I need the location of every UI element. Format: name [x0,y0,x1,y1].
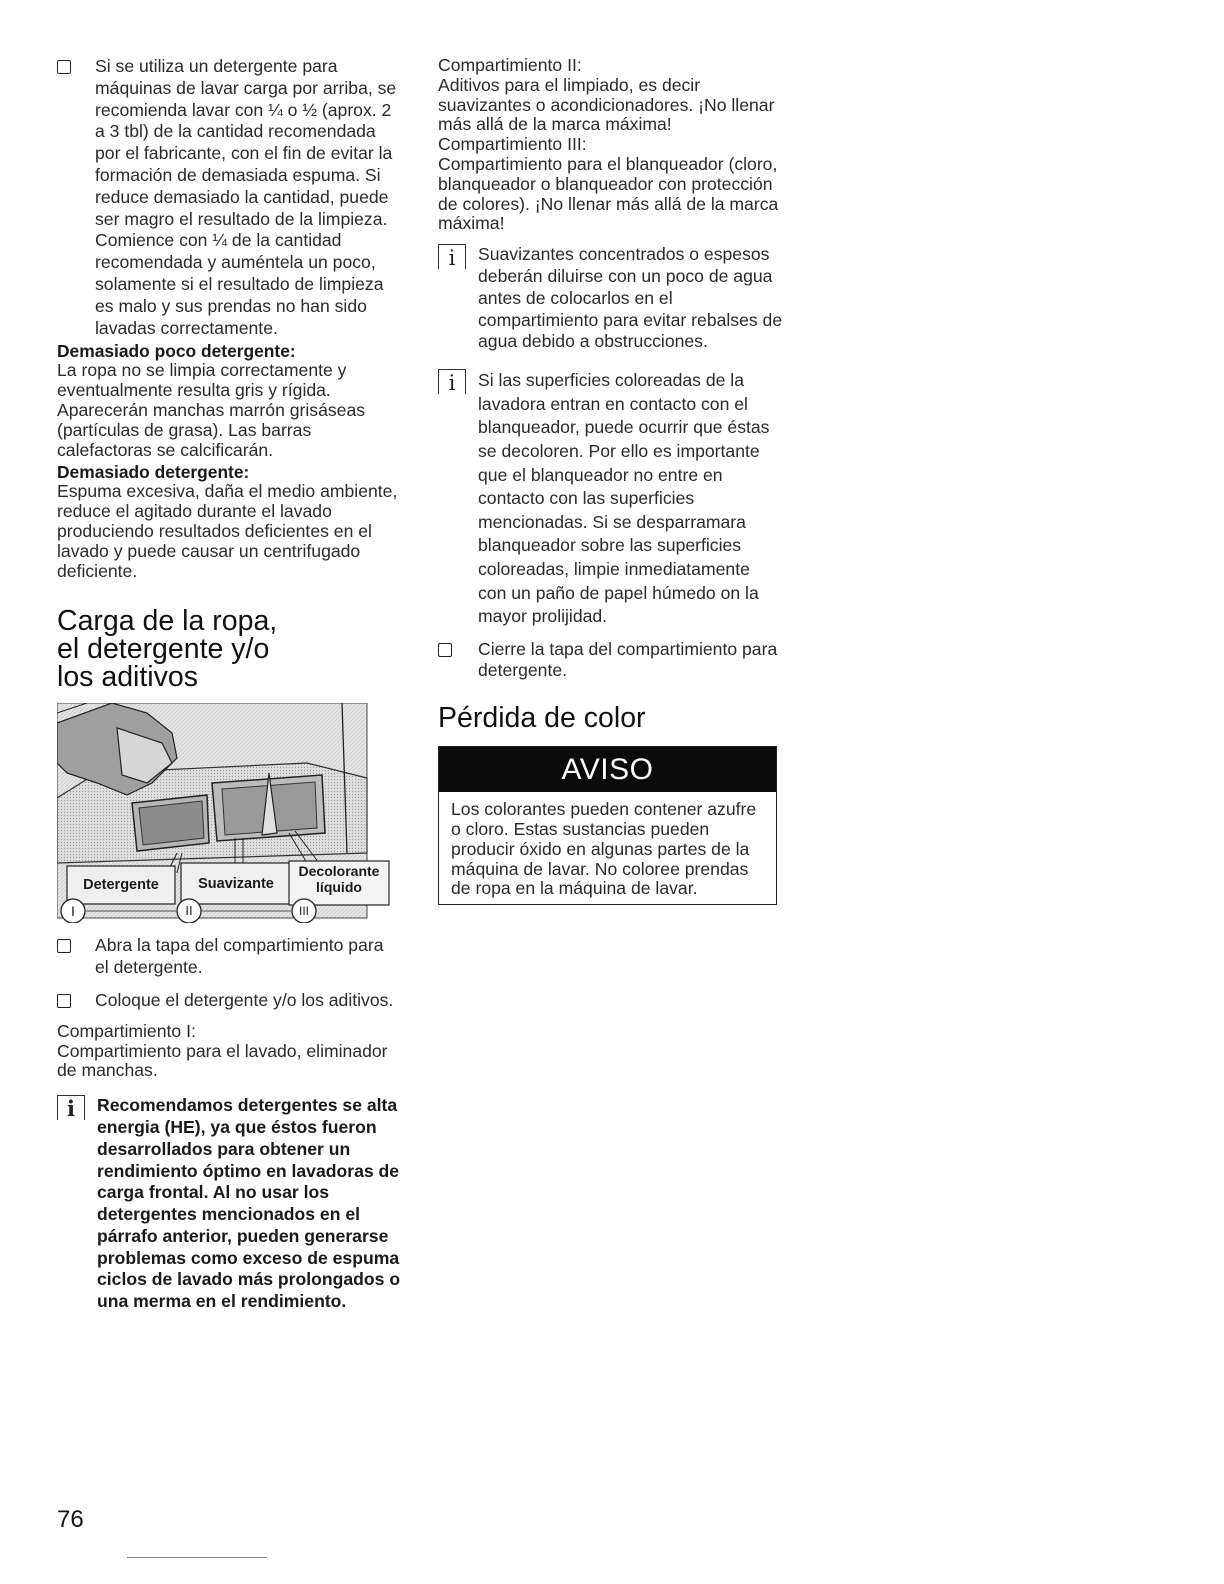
label-decolorante [289,863,389,895]
right-column [438,56,783,905]
checkbox-bullet-icon [57,60,71,74]
info-note [438,369,783,629]
compartment-number-2: II [185,903,193,919]
compartment-2-title: Compartimiento II: [438,55,582,75]
bullet-text: Coloque el detergente y/o los aditivos. [95,989,394,1010]
left-column [57,56,402,1313]
list-item [57,56,402,339]
list-item [438,639,783,683]
info-icon: i [57,1095,85,1120]
label-suavizante: Suavizante [198,875,274,892]
warning-text: Los colorantes pueden contener azufre o cloro. Estas sustancias pueden producir óxido en algunas partes de la máquina de lavar. No coloree prendas de ropa en la máquina de lavar. [451,799,757,899]
heading-line: los aditivos [57,661,198,694]
label-decolorante-line2: líquido [316,879,362,896]
warning-title: AVISO [439,747,776,792]
bullet-text: Cierre la tapa del compartimiento para detergente. [478,638,778,681]
compartment-1-title: Compartimiento I: [57,1020,196,1041]
paragraph: Espuma excesiva, daña el medio ambiente, reduce el agitado durante el lavado produciendo resultados deficientes en el lavado y puede causar un centrifugado deficiente. [57,481,398,581]
info-icon: i [438,369,466,394]
bullet-text: Abra la tapa del compartimiento para el detergente. [95,935,384,978]
compartment-3-text: Compartimiento para el blanqueador (cloro, blanqueador o blanqueador con protección de colores). ¡No llenar más allá de la marca máxima! [438,153,779,234]
detergent-drawer-figure [57,703,392,923]
bullet-text: Si se utiliza un detergente para máquinas de lavar carga por arriba, se recomienda lavar con ¼ o ½ (aprox. 2 a 3 tbl) de la cantidad recomendada por el fabricante, con el fin de evitar la formación de demasiada espuma. Si reduce demasiado la cantidad, puede ser magro el resultado de la limpieza. Comience con ¼ de la cantidad recomendada y auméntela un poco, solamente si el resultado de limpieza es malo y sus prendas no han sido lavadas correctamente. [95,56,397,338]
warning-box [438,746,777,905]
checkbox-bullet-icon [438,643,452,657]
compartment-1-text: Compartimiento para el lavado, eliminador de manchas. [57,1040,388,1081]
compartment-3-title: Compartimiento III: [438,134,587,155]
compartment-number-3: III [298,904,309,919]
paragraph: La ropa no se limpia correctamente y eventualmente resulta gris y rígida. Aparecerán manchas marrón grisáseas (partículas de grasa). Las barras calefactoras se calcificarán. [57,360,366,460]
list-item [57,990,402,1012]
info-note [57,1095,402,1313]
list-item [57,935,402,979]
info-text: Si las superficies coloreadas de la lavadora entran en contacto con el blanqueador, puede ocurrir que éstas se decoloren. Por ello es importante que el blanqueador no entre en contacto con las superficies mencionadas. Si se desparramara blanqueador sobre las superficies coloreadas, limpie inmediatamente con un paño de papel húmedo on la mayor prolijidad. [478,370,770,627]
checkbox-bullet-icon [57,994,71,1008]
info-note [438,244,783,353]
info-text: Recomendamos detergentes se alta energia (HE), ya que éstos fueron desarrollados para obtener un rendimiento óptimo en lavadoras de carga frontal. Al no usar los detergentes mencionados en el párrafo anterior, pueden generarse problemas como exceso de espuma ciclos de lavado más prolongados o una merma en el rendimiento. [97,1095,401,1312]
section-heading: Pérdida de color [438,702,646,735]
compartment-number-1: I [71,903,75,920]
section-subheading: Demasiado poco detergente: [57,341,296,362]
label-decolorante-line1: Decolorante [298,863,380,880]
page-number: 76 [57,1506,84,1533]
info-icon: i [438,244,466,269]
compartment-2-text: Aditivos para el limpiado, es decir suavizantes o acondicionadores. ¡No llenar más allá de la marca máxima! [438,74,775,135]
heading-line: Carga de la ropa, [57,605,278,638]
checkbox-bullet-icon [57,939,71,953]
footer-divider [127,1557,267,1558]
section-subheading: Demasiado detergente: [57,462,250,483]
heading-line: el detergente y/o [57,633,270,666]
label-detergente: Detergente [83,877,159,894]
section-heading [57,605,402,694]
info-text: Suavizantes concentrados o espesos deberán diluirse con un poco de agua antes de colocarlos en el compartimiento para evitar rebalses de agua debido a obstrucciones. [478,244,783,352]
